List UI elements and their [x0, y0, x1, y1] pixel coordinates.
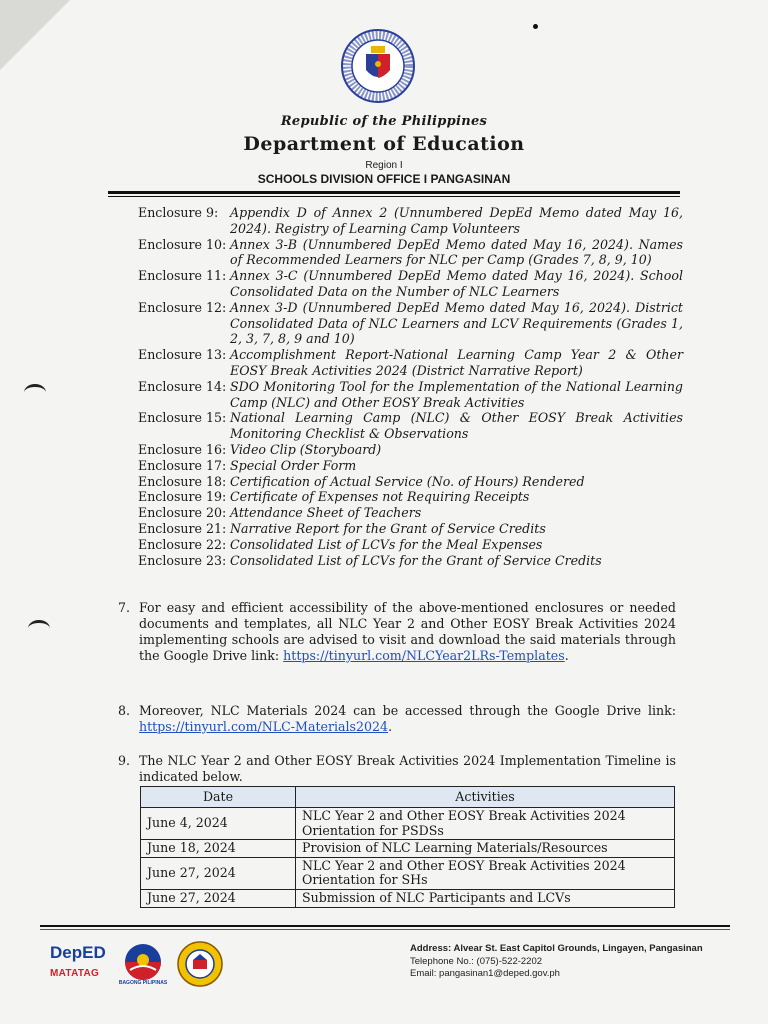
table-header-row — [141, 787, 675, 808]
department-heading: Department of Education — [243, 133, 525, 155]
deped-seal-icon — [340, 28, 416, 104]
list-item: Enclosure 11: Annex 3-C (Unnumbered DepEd Memo dated May 16, 2024). School Consolidated Data on the Number of NLC Learners — [138, 268, 683, 299]
list-item: Enclosure 12: Annex 3-D (Unnumbered DepEd Memo dated May 16, 2024). District Consolidated Data of NLC Learners and LCV Requirements (Grades 1, 2, 3, 7, 8, 9 and 10) — [138, 299, 683, 347]
column-header-date: Date — [141, 787, 296, 808]
deped-matatag-logo: DepED MATATAG — [50, 943, 106, 979]
paragraph-9: 9. The NLC Year 2 and Other EOSY Break Activities 2024 Implementation Timeline is indicated below. — [118, 753, 676, 784]
templates-link[interactable]: https://tinyurl.com/NLCYear2LRs-Templates — [283, 648, 565, 663]
header-divider-thin — [108, 196, 680, 197]
list-item: Enclosure 23: Consolidated List of LCVs for the Grant of Service Credits — [138, 552, 602, 568]
republic-heading: Republic of the Philippines — [280, 114, 488, 129]
header-divider — [108, 191, 680, 194]
paragraph-8: 8. Moreover, NLC Materials 2024 can be accessed through the Google Drive link: https://tinyurl.com/NLC-Materials2024. — [118, 703, 676, 734]
table-row: June 27, 2024 NLC Year 2 and Other EOSY Break Activities 2024 Orientation for SHs — [141, 857, 675, 889]
list-item: Enclosure 19: Certificate of Expenses not Requiring Receipts — [138, 489, 530, 505]
table-row: June 18, 2024 Provision of NLC Learning Materials/Resources — [141, 840, 675, 858]
speck — [533, 24, 538, 29]
list-item: Enclosure 16: Video Clip (Storyboard) — [138, 441, 382, 457]
list-item: Enclosure 21: Narrative Report for the Grant of Service Credits — [138, 520, 546, 536]
footer-email: Email: pangasinan1@deped.gov.ph — [410, 968, 560, 979]
table-row: June 4, 2024 NLC Year 2 and Other EOSY Break Activities 2024 Orientation for PSDSs — [141, 808, 675, 840]
footer-contact — [410, 943, 703, 981]
punch-hole-mark — [28, 620, 50, 637]
office-heading: SCHOOLS DIVISION OFFICE I PANGASINAN — [257, 172, 511, 186]
paragraph-7: 7. For easy and efficient accessibility of the above-mentioned enclosures or needed documents and templates, all NLC Year 2 and Other EOSY Break Activities 2024 implementing schools are advised to visit and download the said materials through the Google Drive link: https://tinyurl.com/NLCYear2LRs-Templates. — [118, 600, 676, 663]
list-item: Enclosure 15: National Learning Camp (NLC) & Other EOSY Break Activities Monitoring Checklist & Observations — [138, 410, 683, 442]
list-item: Enclosure 14: SDO Monitoring Tool for the Implementation of the National Learning Camp (NLC) and Other EOSY Break Activities — [138, 378, 683, 410]
timeline-table — [140, 786, 675, 908]
bagong-pilipinas-text: BAGONG PILIPINAS — [118, 980, 168, 986]
page-corner-fold — [0, 0, 70, 70]
table-row: June 27, 2024 Submission of NLC Participants and LCVs — [141, 889, 675, 907]
list-item: Enclosure 10: Annex 3-B (Unnumbered DepEd Memo dated May 16, 2024). Names of Recommended Learners for NLC per Camp (Grades 7, 8, 9, 10) — [138, 236, 683, 268]
materials-link[interactable]: https://tinyurl.com/NLC-Materials2024 — [139, 719, 389, 734]
list-item: Enclosure 9: Appendix D of Annex 2 (Unnumbered DepEd Memo dated May 16, 2024). Registry of Learning Camp Volunteers — [138, 205, 683, 236]
list-item: Enclosure 17: Special Order Form — [138, 457, 357, 473]
list-item: Enclosure 20: Attendance Sheet of Teachers — [138, 505, 422, 521]
sdo-seal-icon — [176, 940, 224, 988]
enclosure-list — [138, 205, 683, 568]
list-item: Enclosure 13: Accomplishment Report-National Learning Camp Year 2 & Other EOSY Break Activities 2024 (District Narrative Report) — [138, 347, 683, 378]
footer-divider — [40, 925, 730, 927]
list-item: Enclosure 22: Consolidated List of LCVs for the Meal Expenses — [138, 536, 543, 552]
punch-hole-mark — [24, 384, 46, 401]
footer-telephone: Telephone No.: (075)-522-2202 — [410, 955, 543, 967]
region-heading: Region I — [365, 160, 403, 171]
footer-divider-thin — [40, 929, 730, 930]
footer-address: Address: Alvear St. East Capitol Grounds, Lingayen, Pangasinan — [410, 943, 703, 954]
list-item: Enclosure 18: Certification of Actual Service (No. of Hours) Rendered — [138, 473, 585, 489]
column-header-activities: Activities — [296, 787, 675, 808]
